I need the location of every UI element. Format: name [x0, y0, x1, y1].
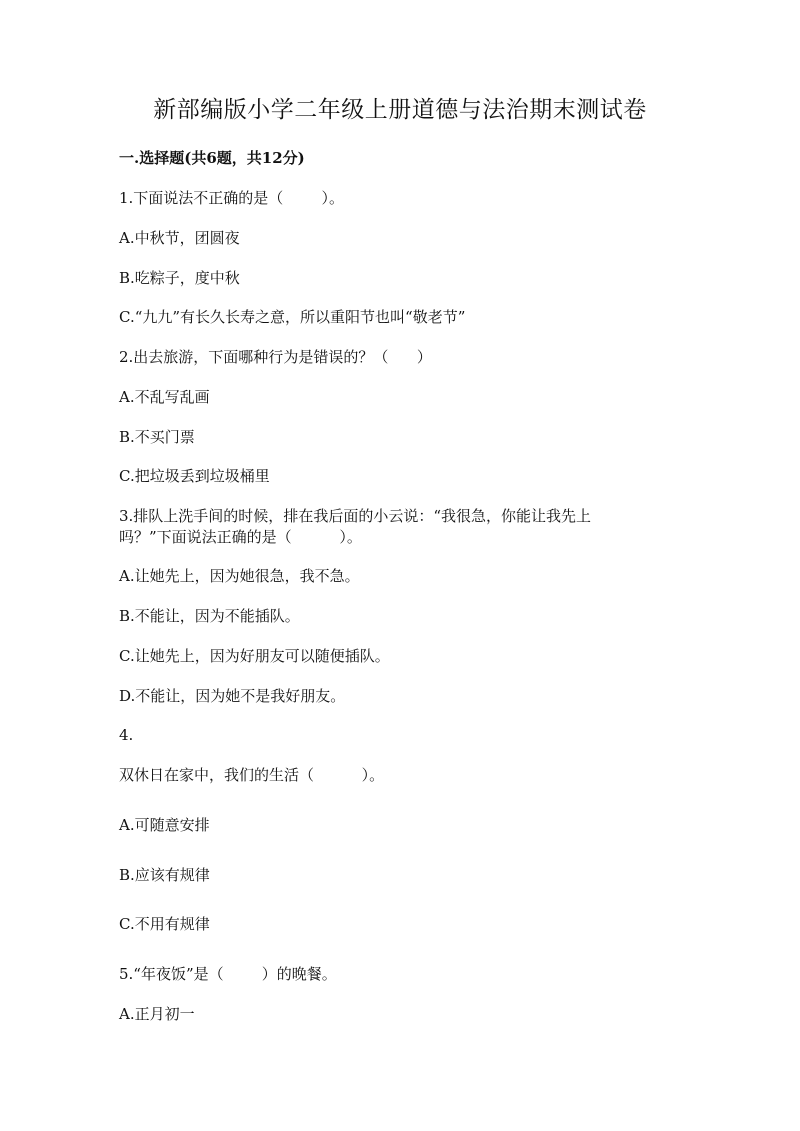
question-2-option-b: B.不买门票 — [119, 428, 195, 446]
question-1-option-b: B.吃粽子，度中秋 — [119, 269, 240, 287]
question-1-option-c: C.“九九”有长久长寿之意，所以重阳节也叫“敬老节” — [119, 308, 466, 326]
question-4-option-c: C.不用有规律 — [119, 915, 210, 933]
question-4-number: 4. — [119, 726, 134, 744]
question-3-option-a: A.让她先上，因为她很急，我不急。 — [119, 567, 360, 585]
page-title: 新部编版小学二年级上册道德与法治期末测试卷 — [153, 97, 647, 123]
question-3-stem-line-2: 吗？”下面说法正确的是（ ）。 — [119, 528, 362, 546]
question-3-option-d: D.不能让，因为她不是我好朋友。 — [119, 687, 346, 705]
question-2-stem: 2.出去旅游，下面哪种行为是错误的？（ ） — [119, 348, 432, 366]
question-1-option-a: A.中秋节，团圆夜 — [119, 229, 240, 247]
question-4-stem: 双休日在家中，我们的生活（ ）。 — [119, 766, 385, 784]
question-5-option-a: A.正月初一 — [119, 1005, 195, 1023]
question-3-option-b: B.不能让，因为不能插队。 — [119, 607, 300, 625]
question-2-option-a: A.不乱写乱画 — [119, 388, 210, 406]
question-4-option-b: B.应该有规律 — [119, 866, 210, 884]
question-4-option-a: A.可随意安排 — [119, 816, 210, 834]
question-3-stem-line-1: 3.排队上洗手间的时候，排在我后面的小云说：“我很急，你能让我先上 — [119, 507, 591, 525]
question-5-stem: 5.“年夜饭”是（ ）的晚餐。 — [119, 965, 337, 983]
question-3-option-c: C.让她先上，因为好朋友可以随便插队。 — [119, 647, 390, 665]
question-2-option-c: C.把垃圾丢到垃圾桶里 — [119, 467, 270, 485]
question-1-stem: 1.下面说法不正确的是（ ）。 — [119, 189, 344, 207]
section-heading: 一.选择题(共6题，共12分) — [119, 149, 305, 167]
